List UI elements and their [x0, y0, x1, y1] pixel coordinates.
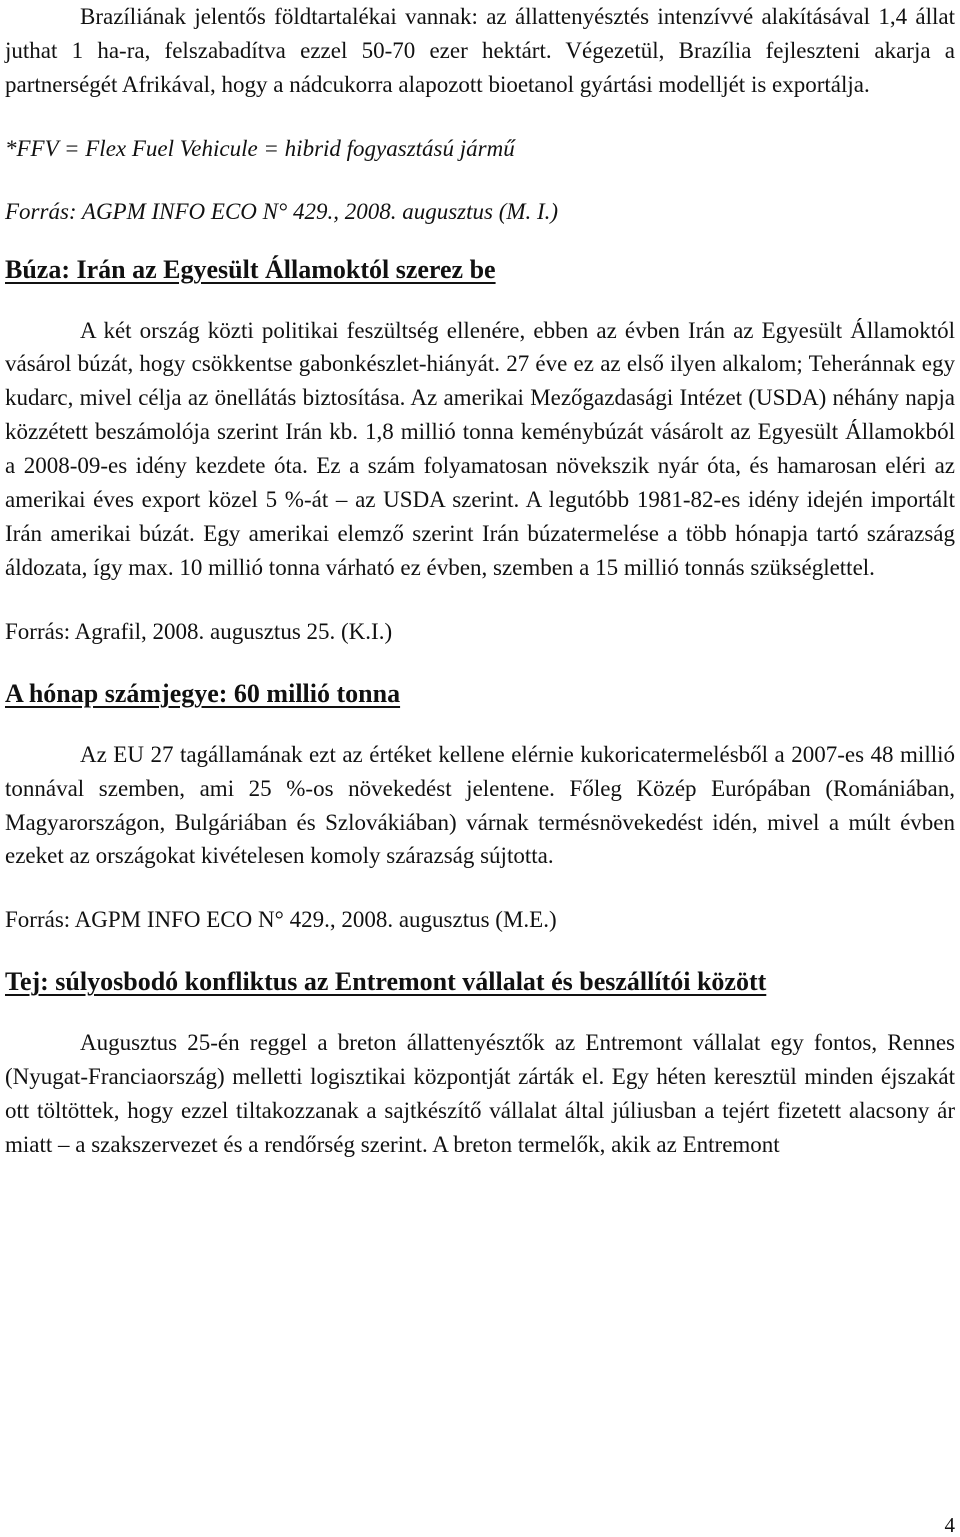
- intro-paragraph: Brazíliának jelentős földtartalékai vannak: az állattenyésztés intenzívvé alakításával 1,4 állat juthat 1 ha-ra, felszabadítva ezzel 50-70 ezer hektárt. Végezetül, Brazília fejleszteni akarja a partnerségét Afrikával, hogy a nádcukorra alapozott bioetanol gyártási modelljét is exportálja.: [5, 4, 955, 97]
- source-line: Forrás: AGPM INFO ECO N° 429., 2008. augusztus (M. I.): [5, 198, 559, 224]
- spacer: [5, 1001, 955, 1026]
- spacer: [5, 102, 955, 132]
- footnote: *FFV = Flex Fuel Vehicule = hibrid fogyasztású jármű: [5, 135, 515, 161]
- source-line: Forrás: Agrafil, 2008. augusztus 25. (K.I.): [5, 618, 393, 644]
- spacer: [5, 713, 955, 738]
- article-body: Augusztus 25-én reggel a breton állattenyésztők az Entremont vállalat egy fontos, Rennes (Nyugat-Franciaország) melletti logisztikai központját zárták el. Egy héten keresztül minden éjszakát ott töltöttek, hogy ezzel tiltakozzanak a sajtkészítő vállalat által júliusban a tejért fizetett alacsony ár miatt – a szakszervezet és a rendőrség szerint. A breton termelők, akik az Entremont: [5, 1030, 955, 1157]
- article-body: A két ország közti politikai feszültség ellenére, ebben az évben Irán az Egyesült Államoktól vásárol búzát, hogy csökkentse gabonkészlet-hiányát. 27 éve ez az első ilyen alkalom; Teheránnak egy kudarc, mivel célja az önellátás biztosítása. Az amerikai Mezőgazdasági Intézet (USDA) néhány napja közzétett beszámolója szerint Irán kb. 1,8 millió tonna keménybúzát vásárolt az Egyesült Államokból a 2008-09-es idény kezdete óta. Ez a szám folyamatosan növekszik nyár óta, és hamarosan eléri az amerikai éves export közel 5 %-át – az USDA szerint. A legutóbb 1981-82-es idény idején importált Irán amerikai búzát. Egy amerikai elemző szerint Irán búzatermelése a több hónapja tartó szárazság áldozata, így max. 10 millió tonna várható ez évben, szemben a 15 millió tonnás szükséglettel.: [5, 317, 955, 580]
- page-number: 4: [944, 1513, 955, 1537]
- article-heading: Tej: súlyosbodó konfliktus az Entremont vállalat és beszállítói között: [5, 967, 767, 997]
- spacer: [5, 937, 955, 963]
- document-page: [5, 0, 955, 1162]
- article-heading: A hónap számjegye: 60 millió tonna: [5, 678, 401, 708]
- source-line: Forrás: AGPM INFO ECO N° 429., 2008. augusztus (M.E.): [5, 907, 557, 933]
- spacer: [5, 649, 955, 675]
- spacer: [5, 873, 955, 903]
- article-heading: Búza: Irán az Egyesült Államoktól szerez be: [5, 254, 496, 284]
- spacer: [5, 289, 955, 314]
- spacer: [5, 229, 955, 251]
- article-body: Az EU 27 tagállamának ezt az értéket kellene elérnie kukoricatermelésből a 2007-es 48 millió tonnával szemben, ami 25 %-os növekedést jelentene. Főleg Közép Európában (Romániában, Magyarországon, Bulgáriában és Szlovákiában) várnak termésnövekedést idén, mivel a múlt évben ezeket az országokat kivételesen komoly szárazság sújtotta.: [5, 741, 955, 869]
- spacer: [5, 585, 955, 615]
- spacer: [5, 166, 955, 195]
